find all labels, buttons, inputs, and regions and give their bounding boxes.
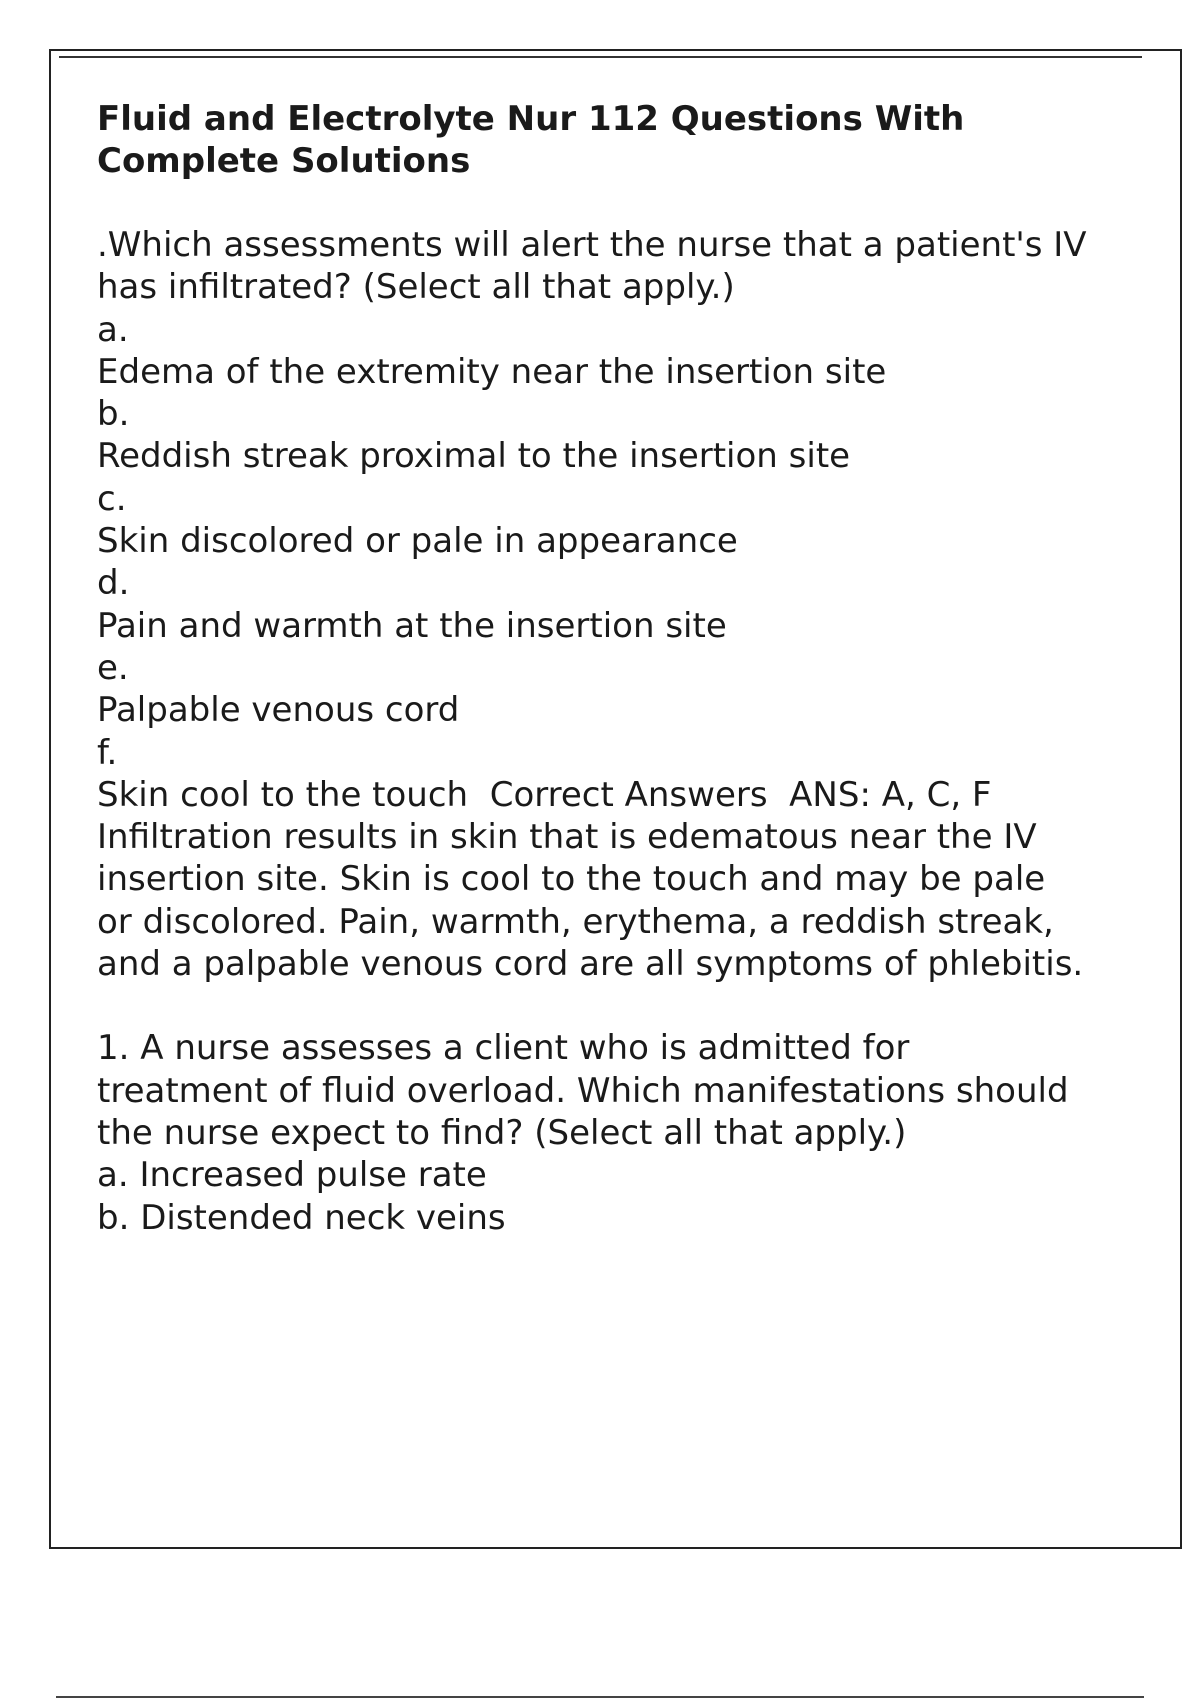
option-text-f-with-answer: Skin cool to the touch Correct Answers ANS: A, C, F (97, 774, 992, 815)
question-2-option-b: b. Distended neck veins (97, 1197, 506, 1238)
option-text-a: Edema of the extremity near the insertion site (97, 351, 887, 392)
question-1-rationale: Infiltration results in skin that is edematous near the IV insertion site. Skin is cool to the touch and may be pale or discolored. Pain, warmth, erythema, a reddish streak, and a palpable venous cord are all symptoms of phlebitis. (97, 817, 1084, 985)
option-letter-b: b. (97, 394, 130, 435)
option-letter-f: f. (97, 732, 118, 773)
question-2-option-a: a. Increased pulse rate (97, 1155, 487, 1196)
bottom-divider (56, 1696, 1144, 1698)
option-text-e: Palpable venous cord (97, 690, 460, 731)
top-divider (59, 56, 1142, 58)
question-2-stem: 1. A nurse assesses a client who is admitted for treatment of fluid overload. Which manifestations should the nurse expect to find? (Select all that apply.) (97, 1028, 1080, 1153)
document-content (97, 98, 1098, 1239)
question-1 (97, 224, 1098, 985)
question-2 (97, 1027, 1087, 1238)
option-letter-c: c. (97, 478, 127, 519)
option-letter-a: a. (97, 309, 129, 350)
option-letter-e: e. (97, 647, 129, 688)
option-text-b: Reddish streak proximal to the insertion site (97, 436, 851, 477)
option-letter-d: d. (97, 563, 130, 604)
question-1-stem: .Which assessments will alert the nurse that a patient's IV has infiltrated? (Select all that apply.) (97, 225, 1098, 308)
document-title: Fluid and Electrolyte Nur 112 Questions With Complete Solutions (97, 99, 965, 181)
option-text-d: Pain and warmth at the insertion site (97, 605, 727, 646)
option-text-c: Skin discolored or pale in appearance (97, 521, 738, 562)
